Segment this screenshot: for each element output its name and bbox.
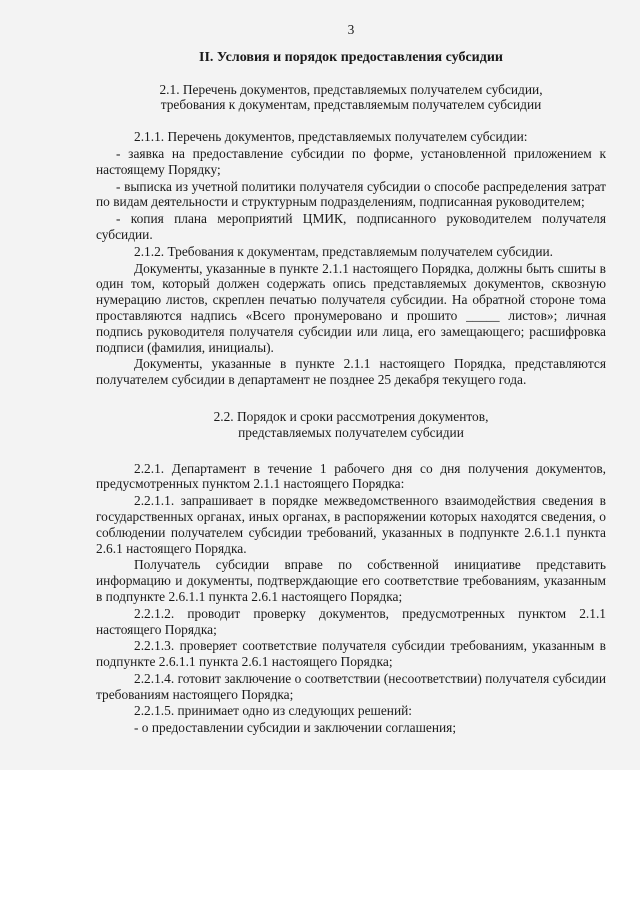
subsection-title-2-1 [96, 82, 606, 114]
list-item-application: - заявка на предоставление субсидии по форме, установленной приложением к настоящему Порядку; [96, 145, 606, 177]
paragraph-2-1-1: 2.1.1. Перечень документов, представляемых получателем субсидии: [134, 129, 528, 145]
subsection-title-line: представляемых получателем субсидии [238, 424, 464, 440]
page-content [96, 22, 606, 737]
subsection-title-line: 2.1. Перечень документов, представляемых получателем субсидии, [159, 81, 543, 97]
paragraph-2-2-1-3: 2.2.1.3. проверяет соответствие получателя субсидии требованиям, указанным в подпункте 2.6.1.1 пункта 2.6.1 настоящего Порядка; [96, 638, 606, 670]
list-item-grant-decision: - о предоставлении субсидии и заключении соглашения; [134, 720, 457, 736]
subsection-title-2-2 [96, 409, 606, 441]
paragraph-2-2-1-4: 2.2.1.4. готовит заключение о соответствии (несоответствии) получателя субсидии требованиям настоящего Порядка; [96, 670, 606, 702]
paragraph-own-initiative: Получатель субсидии вправе по собственной инициативе представить информацию и документы, подтверждающие его соответствие требованиям, указанным в подпункте 2.6.1.1 пункта 2.6.1 настоящего Порядка; [96, 557, 606, 604]
paragraph-2-2-1-5: 2.2.1.5. принимает одно из следующих решений: [134, 703, 413, 719]
paragraph-2-2-1-2: 2.2.1.2. проводит проверку документов, предусмотренных пунктом 2.1.1 настоящего Порядка; [96, 605, 606, 637]
page-number: 3 [347, 22, 355, 37]
paragraph-binding-requirements: Документы, указанные в пункте 2.1.1 настоящего Порядка, должны быть сшиты в один том, который должен содержать опись представляемых документов, сквозную нумерацию листов, скреплен печатью получателя субсидии. На обратной стороне тома проставляются надпись «Всего пронумеровано и прошито _____ листов»; личная подпись руководителя получателя субсидии или лица, его замещающего; расшифровка подписи (фамилия, инициалы). [96, 260, 606, 355]
paragraph-2-1-2: 2.1.2. Требования к документам, представляемым получателем субсидии. [134, 243, 554, 259]
subsection-title-line: 2.2. Порядок и сроки рассмотрения документов, [213, 408, 489, 424]
paragraph-2-2-1-1: 2.2.1.1. запрашивает в порядке межведомственного взаимодействия сведения в государственных органах, иных органах, в распоряжении которых находятся сведения, о соблюдении получателем субсидии требований, указанных в подпункте 2.6.1.1 пункта 2.6.1 настоящего Порядка. [96, 493, 606, 556]
paragraph-submission-deadline: Документы, указанные в пункте 2.1.1 настоящего Порядка, представляются получателем субсидии в департамент не позднее 25 декабря текущего года. [96, 356, 606, 388]
subsection-title-line: требования к документам, представляемым получателем субсидии [160, 97, 542, 113]
section-title: II. Условия и порядок предоставления субсидии [199, 49, 503, 65]
list-item-accounting-extract: - выписка из учетной политики получателя субсидии о способе распределения затрат по видам деятельности и структурным подразделениям, подписанная руководителем; [96, 178, 606, 210]
list-item-plan-copy: - копия плана мероприятий ЦМИК, подписанного руководителем получателя субсидии. [96, 211, 606, 242]
paragraph-2-2-1: 2.2.1. Департамент в течение 1 рабочего дня со дня получения документов, предусмотренных пунктом 2.1.1 настоящего Порядка: [96, 460, 606, 492]
